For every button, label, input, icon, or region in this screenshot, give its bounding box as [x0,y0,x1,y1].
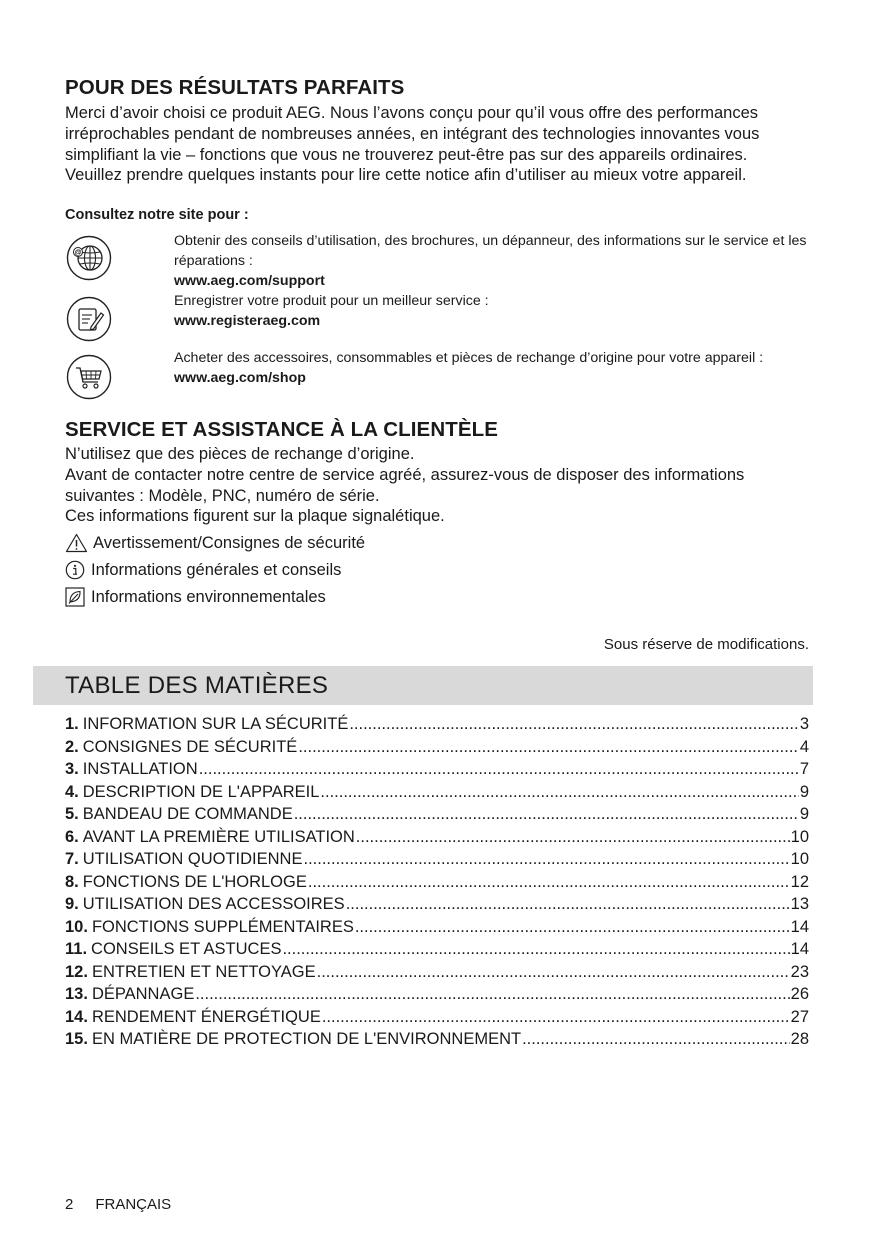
toc-item-page: 27 [790,1007,809,1026]
toc-item[interactable] [65,828,809,851]
toc-item[interactable] [65,940,809,963]
toc-item-label: AVANT LA PREMIÈRE UTILISATION [82,827,355,846]
toc-item-label: EN MATIÈRE DE PROTECTION DE L'ENVIRONNEMENT [91,1030,522,1048]
toc-item-label: CONSEILS ET ASTUCES [91,940,282,958]
table-of-contents [65,715,809,1053]
toc-item-label: INSTALLATION [82,760,198,778]
toc-leader [522,1030,790,1049]
toc-leader [303,850,789,869]
service-line-2: Avant de contacter notre centre de service agréé, assurez-vous de disposer des informations suivantes : Modèle, PNC, numéro de série. [65,465,745,505]
svg-text:@: @ [74,249,82,257]
service-line-3: Ces informations figurent sur la plaque signalétique. [65,507,445,526]
shop-link[interactable]: www.aeg.com/shop [174,369,306,386]
toc-item-page: 26 [790,985,809,1003]
toc-item-page: 10 [790,827,809,846]
toc-leader [356,828,790,847]
toc-item-page: 14 [790,940,809,958]
toc-item-number: 5. [65,805,79,823]
page-number: 2 [65,1196,74,1213]
toc-item-page: 4 [799,737,809,756]
toc-item-number: 1. [65,715,79,733]
toc-item-label: UTILISATION DES ACCESSOIRES [82,895,345,913]
toc-item[interactable] [65,738,809,761]
toc-item-number: 14. [65,1007,88,1026]
toc-leader [349,715,798,734]
toc-item[interactable] [65,985,809,1008]
toc-leader [346,895,790,914]
service-section-title: SERVICE ET ASSISTANCE À LA CLIENTÈLE [65,418,499,441]
toc-item-number: 13. [65,985,88,1003]
consult-label: Consultez notre site pour : [65,207,249,223]
toc-item[interactable] [65,850,809,873]
cart-icon [66,354,112,400]
toc-item[interactable] [65,873,809,896]
toc-item-page: 28 [790,1030,809,1048]
toc-item-page: 3 [799,715,809,733]
toc-leader [320,783,798,802]
toc-item-page: 13 [790,895,809,913]
toc-item[interactable] [65,715,809,738]
service-shop [174,349,814,389]
toc-item[interactable] [65,1030,809,1053]
toc-item-page: 9 [799,782,809,801]
toc-item[interactable] [65,918,809,941]
register-link[interactable]: www.registeraeg.com [174,312,321,329]
toc-item-number: 10. [65,917,88,936]
toc-header [33,666,813,705]
toc-item-number: 2. [65,737,79,756]
toc-item-label: BANDEAU DE COMMANDE [82,805,293,823]
service-section-text [65,444,805,527]
toc-leader [199,760,799,779]
toc-item[interactable] [65,895,809,918]
legend-warning [65,533,365,553]
reserve-note: Sous réserve de modifications. [603,636,809,653]
toc-item-label: DÉPANNAGE [91,985,195,1003]
toc-item[interactable] [65,805,809,828]
toc-leader [322,1008,790,1027]
service-register [174,292,814,332]
toc-item-page: 12 [790,872,809,891]
service-shop-text: Acheter des accessoires, consommables et pièces de rechange d’origine pour votre appareil : [174,350,764,366]
toc-item-label: FONCTIONS DE L'HORLOGE [82,872,307,891]
toc-item-number: 9. [65,895,79,913]
page-footer [65,1196,193,1213]
toc-item[interactable] [65,963,809,986]
legend-environment [65,587,326,607]
globe-icon [66,235,112,281]
toc-leader [298,738,799,757]
toc-item-number: 8. [65,872,79,891]
toc-item-number: 11. [65,940,88,958]
toc-item-label: ENTRETIEN ET NETTOYAGE [91,962,316,981]
toc-item-number: 12. [65,962,88,981]
toc-item-number: 15. [65,1030,88,1048]
legend-info-label: Informations générales et conseils [91,560,342,579]
toc-item-page: 23 [790,962,809,981]
toc-leader [308,873,790,892]
toc-item-number: 3. [65,760,79,778]
toc-item-label: CONSIGNES DE SÉCURITÉ [82,737,298,756]
toc-item[interactable] [65,760,809,783]
toc-item-number: 7. [65,850,79,868]
toc-item-page: 9 [799,805,809,823]
page-title: POUR DES RÉSULTATS PARFAITS [65,76,405,99]
toc-item-label: DESCRIPTION DE L'APPAREIL [82,782,320,801]
toc-item-number: 4. [65,782,79,801]
toc-item-label: RENDEMENT ÉNERGÉTIQUE [91,1007,321,1026]
service-register-text: Enregistrer votre produit pour un meilleur service : [174,293,489,309]
footer-language: FRANÇAIS [95,1196,172,1213]
toc-leader [317,963,790,982]
toc-leader [282,940,789,959]
toc-item-label: INFORMATION SUR LA SÉCURITÉ [82,715,349,733]
service-line-1: N’utilisez que des pièces de rechange d’origine. [65,445,415,463]
toc-item-page: 10 [790,850,809,868]
intro-paragraph: Merci d’avoir choisi ce produit AEG. Nous l’avons conçu pour qu’il vous offre des performances irréprochables pendant de nombreuses années, en intégrant des technologies innovantes vous simplifiant la vie – fonctions que vous ne trouverez peut-être pas sur des appareils ordinaires. Veuillez prendre quelques instants pour lire cette notice afin d’utiliser au mieux votre appareil. [65,104,760,185]
toc-leader [195,985,789,1004]
toc-item-page: 14 [790,917,809,936]
legend-warning-label: Avertissement/Consignes de sécurité [93,533,366,552]
toc-leader [355,918,790,937]
info-icon [65,560,86,580]
toc-item-number: 6. [65,827,79,846]
toc-item[interactable] [65,1008,809,1031]
register-icon [66,296,112,342]
legend-info [65,560,341,580]
legend-environment-label: Informations environnementales [91,587,326,606]
toc-item-label: FONCTIONS SUPPLÉMENTAIRES [91,917,354,936]
warning-icon [65,533,88,553]
toc-title: TABLE DES MATIÈRES [65,672,329,699]
toc-item-label: UTILISATION QUOTIDIENNE [82,850,303,868]
leaf-icon [65,587,86,607]
service-support-text: Obtenir des conseils d’utilisation, des brochures, un dépanneur, des informations sur le service et les réparations : [174,233,807,269]
service-support [174,232,814,291]
toc-leader [294,805,799,824]
toc-item-page: 7 [799,760,809,778]
support-link[interactable]: www.aeg.com/support [174,272,325,289]
toc-item[interactable] [65,783,809,806]
